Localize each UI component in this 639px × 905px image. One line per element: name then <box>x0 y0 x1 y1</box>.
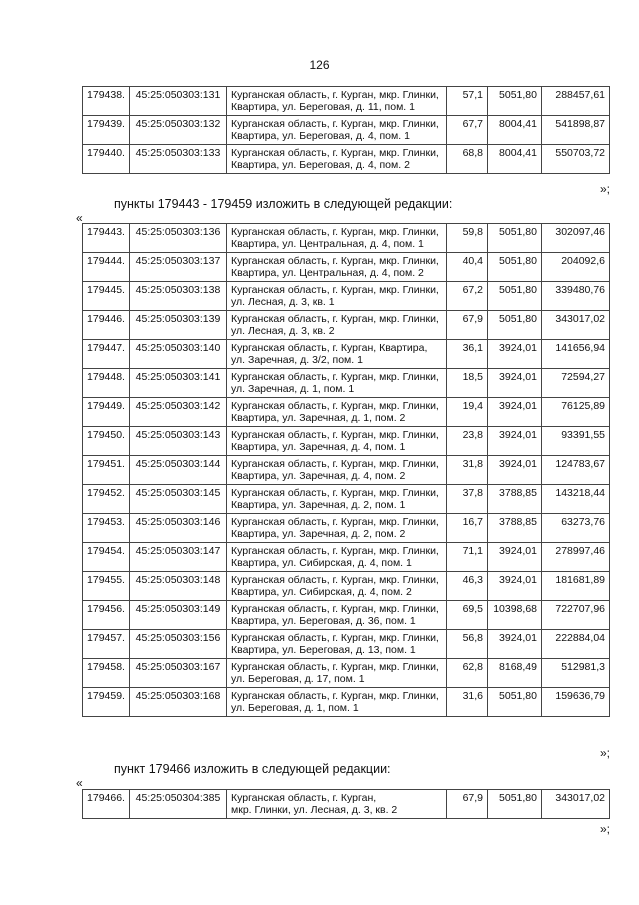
address-line: Квартира, ул. Береговая, д. 4, пом. 1 <box>231 130 410 142</box>
area-value: 68,8 <box>447 145 488 174</box>
area-value: 67,7 <box>447 116 488 145</box>
cadastral-number: 45:25:050303:145 <box>130 485 227 514</box>
property-address <box>227 630 447 659</box>
row-number: 179448. <box>83 369 130 398</box>
closing-quote: »; <box>599 182 610 196</box>
cadastral-number: 45:25:050303:147 <box>130 543 227 572</box>
address-line: Курганская область, г. Курган, мкр. Глинки, <box>231 226 439 238</box>
address-line: Курганская область, г. Курган, мкр. Глинки, <box>231 284 439 296</box>
row-number: 179446. <box>83 311 130 340</box>
cadastral-value: 181681,89 <box>542 572 610 601</box>
address-line: Курганская область, г. Курган, мкр. Глинки, <box>231 603 439 615</box>
address-line: Квартира, ул. Береговая, д. 13, пом. 1 <box>231 644 416 656</box>
cadastral-value: 72594,27 <box>542 369 610 398</box>
area-value: 67,9 <box>447 311 488 340</box>
unit-price: 3924,01 <box>488 369 542 398</box>
cadastral-value: 159636,79 <box>542 688 610 717</box>
address-line: мкр. Глинки, ул. Лесная, д. 3, кв. 2 <box>231 804 398 816</box>
row-number: 179452. <box>83 485 130 514</box>
area-value: 31,6 <box>447 688 488 717</box>
property-address <box>227 398 447 427</box>
property-address <box>227 87 447 116</box>
closing-quote: »; <box>599 746 610 760</box>
area-value: 36,1 <box>447 340 488 369</box>
table-row <box>83 282 610 311</box>
unit-price: 5051,80 <box>488 224 542 253</box>
cadastral-value: 222884,04 <box>542 630 610 659</box>
row-number: 179458. <box>83 659 130 688</box>
address-line: Курганская область, г. Курган, мкр. Глинки, <box>231 118 439 130</box>
property-address <box>227 543 447 572</box>
cadastral-value: 339480,76 <box>542 282 610 311</box>
row-number: 179451. <box>83 456 130 485</box>
cadastral-value: 63273,76 <box>542 514 610 543</box>
table-row <box>83 398 610 427</box>
address-line: Квартира, ул. Центральная, д. 4, пом. 1 <box>231 238 424 250</box>
row-number: 179454. <box>83 543 130 572</box>
address-line: ул. Береговая, д. 17, пом. 1 <box>231 673 365 685</box>
table-row <box>83 514 610 543</box>
unit-price: 10398,68 <box>488 601 542 630</box>
address-line: Курганская область, г. Курган, мкр. Глинки, <box>231 487 439 499</box>
row-number: 179447. <box>83 340 130 369</box>
table-row <box>83 369 610 398</box>
unit-price: 5051,80 <box>488 790 542 819</box>
cadastral-number: 45:25:050303:131 <box>130 87 227 116</box>
property-address <box>227 456 447 485</box>
row-number: 179438. <box>83 87 130 116</box>
cadastral-value: 343017,02 <box>542 790 610 819</box>
unit-price: 3924,01 <box>488 398 542 427</box>
cadastral-value: 343017,02 <box>542 311 610 340</box>
cadastral-value: 93391,55 <box>542 427 610 456</box>
table-row <box>83 485 610 514</box>
cadastral-value: 204092,6 <box>542 253 610 282</box>
cadastral-number: 45:25:050303:148 <box>130 572 227 601</box>
cadastral-value: 76125,89 <box>542 398 610 427</box>
amendment-instruction: пункты 179443 - 179459 изложить в следующей редакции: <box>114 197 453 211</box>
cadastral-value: 143218,44 <box>542 485 610 514</box>
area-value: 19,4 <box>447 398 488 427</box>
table-row <box>83 116 610 145</box>
cadastral-number: 45:25:050303:156 <box>130 630 227 659</box>
cadastral-value: 141656,94 <box>542 340 610 369</box>
row-number: 179455. <box>83 572 130 601</box>
unit-price: 5051,80 <box>488 282 542 311</box>
cadastral-number: 45:25:050303:144 <box>130 456 227 485</box>
property-address <box>227 282 447 311</box>
cadastral-value: 512981,3 <box>542 659 610 688</box>
cadastral-number: 45:25:050304:385 <box>130 790 227 819</box>
address-line: Квартира, ул. Береговая, д. 4, пом. 2 <box>231 159 410 171</box>
property-address <box>227 224 447 253</box>
table-row <box>83 659 610 688</box>
area-value: 18,5 <box>447 369 488 398</box>
cadastral-number: 45:25:050303:137 <box>130 253 227 282</box>
unit-price: 3924,01 <box>488 456 542 485</box>
area-value: 69,5 <box>447 601 488 630</box>
address-line: Квартира, ул. Сибирская, д. 4, пом. 2 <box>231 586 412 598</box>
address-line: ул. Лесная, д. 3, кв. 2 <box>231 325 335 337</box>
register-table-3 <box>82 789 610 819</box>
unit-price: 3788,85 <box>488 485 542 514</box>
unit-price: 3924,01 <box>488 427 542 456</box>
row-number: 179457. <box>83 630 130 659</box>
address-line: ул. Лесная, д. 3, кв. 1 <box>231 296 335 308</box>
area-value: 62,8 <box>447 659 488 688</box>
area-value: 59,8 <box>447 224 488 253</box>
cadastral-number: 45:25:050303:139 <box>130 311 227 340</box>
address-line: Курганская область, г. Курган, мкр. Глинки, <box>231 690 439 702</box>
address-line: Квартира, ул. Береговая, д. 36, пом. 1 <box>231 615 416 627</box>
address-line: Квартира, ул. Заречная, д. 4, пом. 2 <box>231 470 406 482</box>
address-line: Квартира, ул. Заречная, д. 2, пом. 2 <box>231 528 406 540</box>
property-address <box>227 601 447 630</box>
row-number: 179439. <box>83 116 130 145</box>
address-line: ул. Заречная, д. 3/2, пом. 1 <box>231 354 363 366</box>
unit-price: 3924,01 <box>488 340 542 369</box>
row-number: 179450. <box>83 427 130 456</box>
address-line: ул. Береговая, д. 1, пом. 1 <box>231 702 359 714</box>
register-table-2 <box>82 223 610 717</box>
address-line: Квартира, ул. Заречная, д. 2, пом. 1 <box>231 499 406 511</box>
cadastral-number: 45:25:050303:138 <box>130 282 227 311</box>
property-address <box>227 340 447 369</box>
table-row <box>83 572 610 601</box>
cadastral-value: 541898,87 <box>542 116 610 145</box>
address-line: Квартира, ул. Заречная, д. 4, пом. 1 <box>231 441 406 453</box>
property-address <box>227 688 447 717</box>
table-row <box>83 456 610 485</box>
cadastral-number: 45:25:050303:167 <box>130 659 227 688</box>
address-line: Квартира, ул. Центральная, д. 4, пом. 2 <box>231 267 424 279</box>
table-row <box>83 340 610 369</box>
cadastral-number: 45:25:050303:142 <box>130 398 227 427</box>
area-value: 46,3 <box>447 572 488 601</box>
address-line: ул. Заречная, д. 1, пом. 1 <box>231 383 355 395</box>
property-address <box>227 514 447 543</box>
address-line: Курганская область, г. Курган, мкр. Глинки, <box>231 574 439 586</box>
address-line: Курганская область, г. Курган, мкр. Глинки, <box>231 147 439 159</box>
area-value: 31,8 <box>447 456 488 485</box>
row-number: 179453. <box>83 514 130 543</box>
cadastral-value: 288457,61 <box>542 87 610 116</box>
opening-quote: « <box>76 776 83 790</box>
unit-price: 3924,01 <box>488 543 542 572</box>
cadastral-number: 45:25:050303:133 <box>130 145 227 174</box>
page-number: 126 <box>309 58 330 72</box>
table-row <box>83 630 610 659</box>
property-address <box>227 790 447 819</box>
address-line: Курганская область, г. Курган, мкр. Глинки, <box>231 632 439 644</box>
cadastral-value: 722707,96 <box>542 601 610 630</box>
unit-price: 5051,80 <box>488 87 542 116</box>
property-address <box>227 369 447 398</box>
property-address <box>227 253 447 282</box>
address-line: Курганская область, г. Курган, Квартира, <box>231 342 428 354</box>
area-value: 71,1 <box>447 543 488 572</box>
unit-price: 8168,49 <box>488 659 542 688</box>
property-address <box>227 427 447 456</box>
address-line: Курганская область, г. Курган, мкр. Глинки, <box>231 429 439 441</box>
table-row <box>83 87 610 116</box>
table-row <box>83 427 610 456</box>
address-line: Курганская область, г. Курган, мкр. Глинки, <box>231 255 439 267</box>
cadastral-value: 302097,46 <box>542 224 610 253</box>
row-number: 179443. <box>83 224 130 253</box>
unit-price: 5051,80 <box>488 253 542 282</box>
unit-price: 5051,80 <box>488 688 542 717</box>
cadastral-number: 45:25:050303:149 <box>130 601 227 630</box>
cadastral-value: 124783,67 <box>542 456 610 485</box>
row-number: 179440. <box>83 145 130 174</box>
cadastral-number: 45:25:050303:136 <box>130 224 227 253</box>
address-line: Квартира, ул. Сибирская, д. 4, пом. 1 <box>231 557 412 569</box>
table-row <box>83 790 610 819</box>
opening-quote: « <box>76 211 83 225</box>
property-address <box>227 572 447 601</box>
unit-price: 8004,41 <box>488 116 542 145</box>
address-line: Курганская область, г. Курган, мкр. Глинки, <box>231 89 439 101</box>
table-row <box>83 145 610 174</box>
address-line: Курганская область, г. Курган, мкр. Глинки, <box>231 371 439 383</box>
area-value: 40,4 <box>447 253 488 282</box>
address-line: Курганская область, г. Курган, мкр. Глинки, <box>231 516 439 528</box>
address-line: Курганская область, г. Курган, <box>231 792 377 804</box>
address-line: Курганская область, г. Курган, мкр. Глинки, <box>231 545 439 557</box>
address-line: Курганская область, г. Курган, мкр. Глинки, <box>231 458 439 470</box>
address-line: Квартира, ул. Береговая, д. 11, пом. 1 <box>231 101 415 113</box>
unit-price: 3788,85 <box>488 514 542 543</box>
row-number: 179449. <box>83 398 130 427</box>
cadastral-value: 278997,46 <box>542 543 610 572</box>
unit-price: 3924,01 <box>488 572 542 601</box>
row-number: 179459. <box>83 688 130 717</box>
area-value: 67,2 <box>447 282 488 311</box>
cadastral-number: 45:25:050303:141 <box>130 369 227 398</box>
closing-quote: »; <box>599 822 610 836</box>
cadastral-number: 45:25:050303:168 <box>130 688 227 717</box>
address-line: Квартира, ул. Заречная, д. 1, пом. 2 <box>231 412 406 424</box>
property-address <box>227 485 447 514</box>
unit-price: 3924,01 <box>488 630 542 659</box>
register-table-1 <box>82 86 610 174</box>
row-number: 179444. <box>83 253 130 282</box>
area-value: 16,7 <box>447 514 488 543</box>
property-address <box>227 116 447 145</box>
area-value: 23,8 <box>447 427 488 456</box>
area-value: 57,1 <box>447 87 488 116</box>
row-number: 179456. <box>83 601 130 630</box>
property-address <box>227 659 447 688</box>
table-row <box>83 601 610 630</box>
cadastral-number: 45:25:050303:143 <box>130 427 227 456</box>
property-address <box>227 145 447 174</box>
address-line: Курганская область, г. Курган, мкр. Глинки, <box>231 400 439 412</box>
area-value: 56,8 <box>447 630 488 659</box>
cadastral-value: 550703,72 <box>542 145 610 174</box>
address-line: Курганская область, г. Курган, мкр. Глинки, <box>231 661 439 673</box>
area-value: 37,8 <box>447 485 488 514</box>
row-number: 179466. <box>83 790 130 819</box>
property-address <box>227 311 447 340</box>
area-value: 67,9 <box>447 790 488 819</box>
cadastral-number: 45:25:050303:146 <box>130 514 227 543</box>
unit-price: 5051,80 <box>488 311 542 340</box>
address-line: Курганская область, г. Курган, мкр. Глинки, <box>231 313 439 325</box>
unit-price: 8004,41 <box>488 145 542 174</box>
cadastral-number: 45:25:050303:132 <box>130 116 227 145</box>
amendment-instruction: пункт 179466 изложить в следующей редакции: <box>114 762 391 776</box>
row-number: 179445. <box>83 282 130 311</box>
table-row <box>83 688 610 717</box>
table-row <box>83 311 610 340</box>
table-row <box>83 253 610 282</box>
cadastral-number: 45:25:050303:140 <box>130 340 227 369</box>
table-row <box>83 543 610 572</box>
table-row <box>83 224 610 253</box>
